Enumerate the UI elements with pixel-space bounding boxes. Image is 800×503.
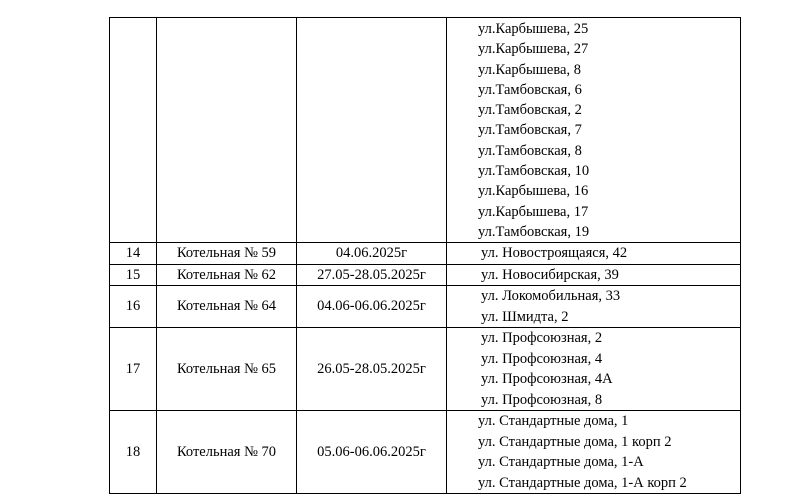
address-line: ул. Профсоюзная, 4А	[481, 371, 613, 388]
address-list	[447, 243, 740, 264]
address-line: ул.Карбышева, 16	[478, 183, 589, 200]
address-line: ул. Шмидта, 2	[481, 308, 569, 325]
date-cell: 04.06-06.06.2025г	[297, 286, 447, 328]
address-line: ул.Карбышева, 27	[478, 41, 589, 58]
address-line: ул. Профсоюзная, 8	[481, 391, 603, 408]
address-line: ул. Стандартные дома, 1-А	[478, 454, 644, 471]
date-cell: 27.05-28.05.2025г	[297, 264, 447, 286]
boiler-schedule-table	[109, 17, 741, 494]
table-row	[110, 328, 741, 411]
boiler-cell: Котельная № 65	[157, 328, 297, 411]
address-line: ул.Тамбовская, 7	[478, 122, 582, 139]
address-cell	[447, 286, 741, 328]
boiler-cell	[157, 18, 297, 243]
row-number-cell: 18	[110, 411, 157, 494]
address-list	[447, 265, 740, 286]
row-number-cell: 17	[110, 328, 157, 411]
address-line: ул.Тамбовская, 19	[478, 223, 590, 240]
table-row	[110, 411, 741, 494]
address-line: ул. Новосибирская, 39	[481, 266, 619, 283]
table-row	[110, 264, 741, 286]
address-line: ул. Профсоюзная, 2	[481, 330, 603, 347]
address-list	[447, 18, 740, 242]
boiler-cell: Котельная № 70	[157, 411, 297, 494]
address-line: ул.Тамбовская, 6	[478, 81, 582, 98]
address-cell	[447, 264, 741, 286]
address-line: ул.Тамбовская, 8	[478, 142, 582, 159]
row-number-cell: 15	[110, 264, 157, 286]
boiler-cell: Котельная № 62	[157, 264, 297, 286]
address-line: ул. Новостроящаяся, 42	[481, 245, 628, 262]
address-line: ул.Карбышева, 8	[478, 61, 581, 78]
date-cell	[297, 18, 447, 243]
address-line: ул.Тамбовская, 10	[478, 163, 590, 180]
address-cell	[447, 243, 741, 265]
address-line: ул.Тамбовская, 2	[478, 102, 582, 119]
address-line: ул. Стандартные дома, 1 корп 2	[478, 433, 672, 450]
address-cell	[447, 328, 741, 411]
row-number-cell: 14	[110, 243, 157, 265]
table-row	[110, 286, 741, 328]
date-cell: 26.05-28.05.2025г	[297, 328, 447, 411]
address-line: ул.Карбышева, 25	[478, 21, 589, 37]
row-number-cell: 16	[110, 286, 157, 328]
address-line: ул. Стандартные дома, 1-А корп 2	[478, 474, 687, 491]
date-cell: 05.06-06.06.2025г	[297, 411, 447, 494]
table-row	[110, 243, 741, 265]
address-line: ул. Профсоюзная, 4	[481, 350, 603, 367]
address-line: ул. Стандартные дома, 1	[478, 413, 629, 430]
address-list	[447, 286, 740, 327]
address-list	[447, 411, 740, 493]
address-line: ул.Карбышева, 17	[478, 203, 589, 220]
address-list	[447, 328, 740, 410]
boiler-cell: Котельная № 64	[157, 286, 297, 328]
table-row	[110, 18, 741, 243]
boiler-cell: Котельная № 59	[157, 243, 297, 265]
address-line: ул. Локомобильная, 33	[481, 288, 621, 305]
row-number-cell	[110, 18, 157, 243]
address-cell	[447, 411, 741, 494]
date-cell: 04.06.2025г	[297, 243, 447, 265]
address-cell	[447, 18, 741, 243]
